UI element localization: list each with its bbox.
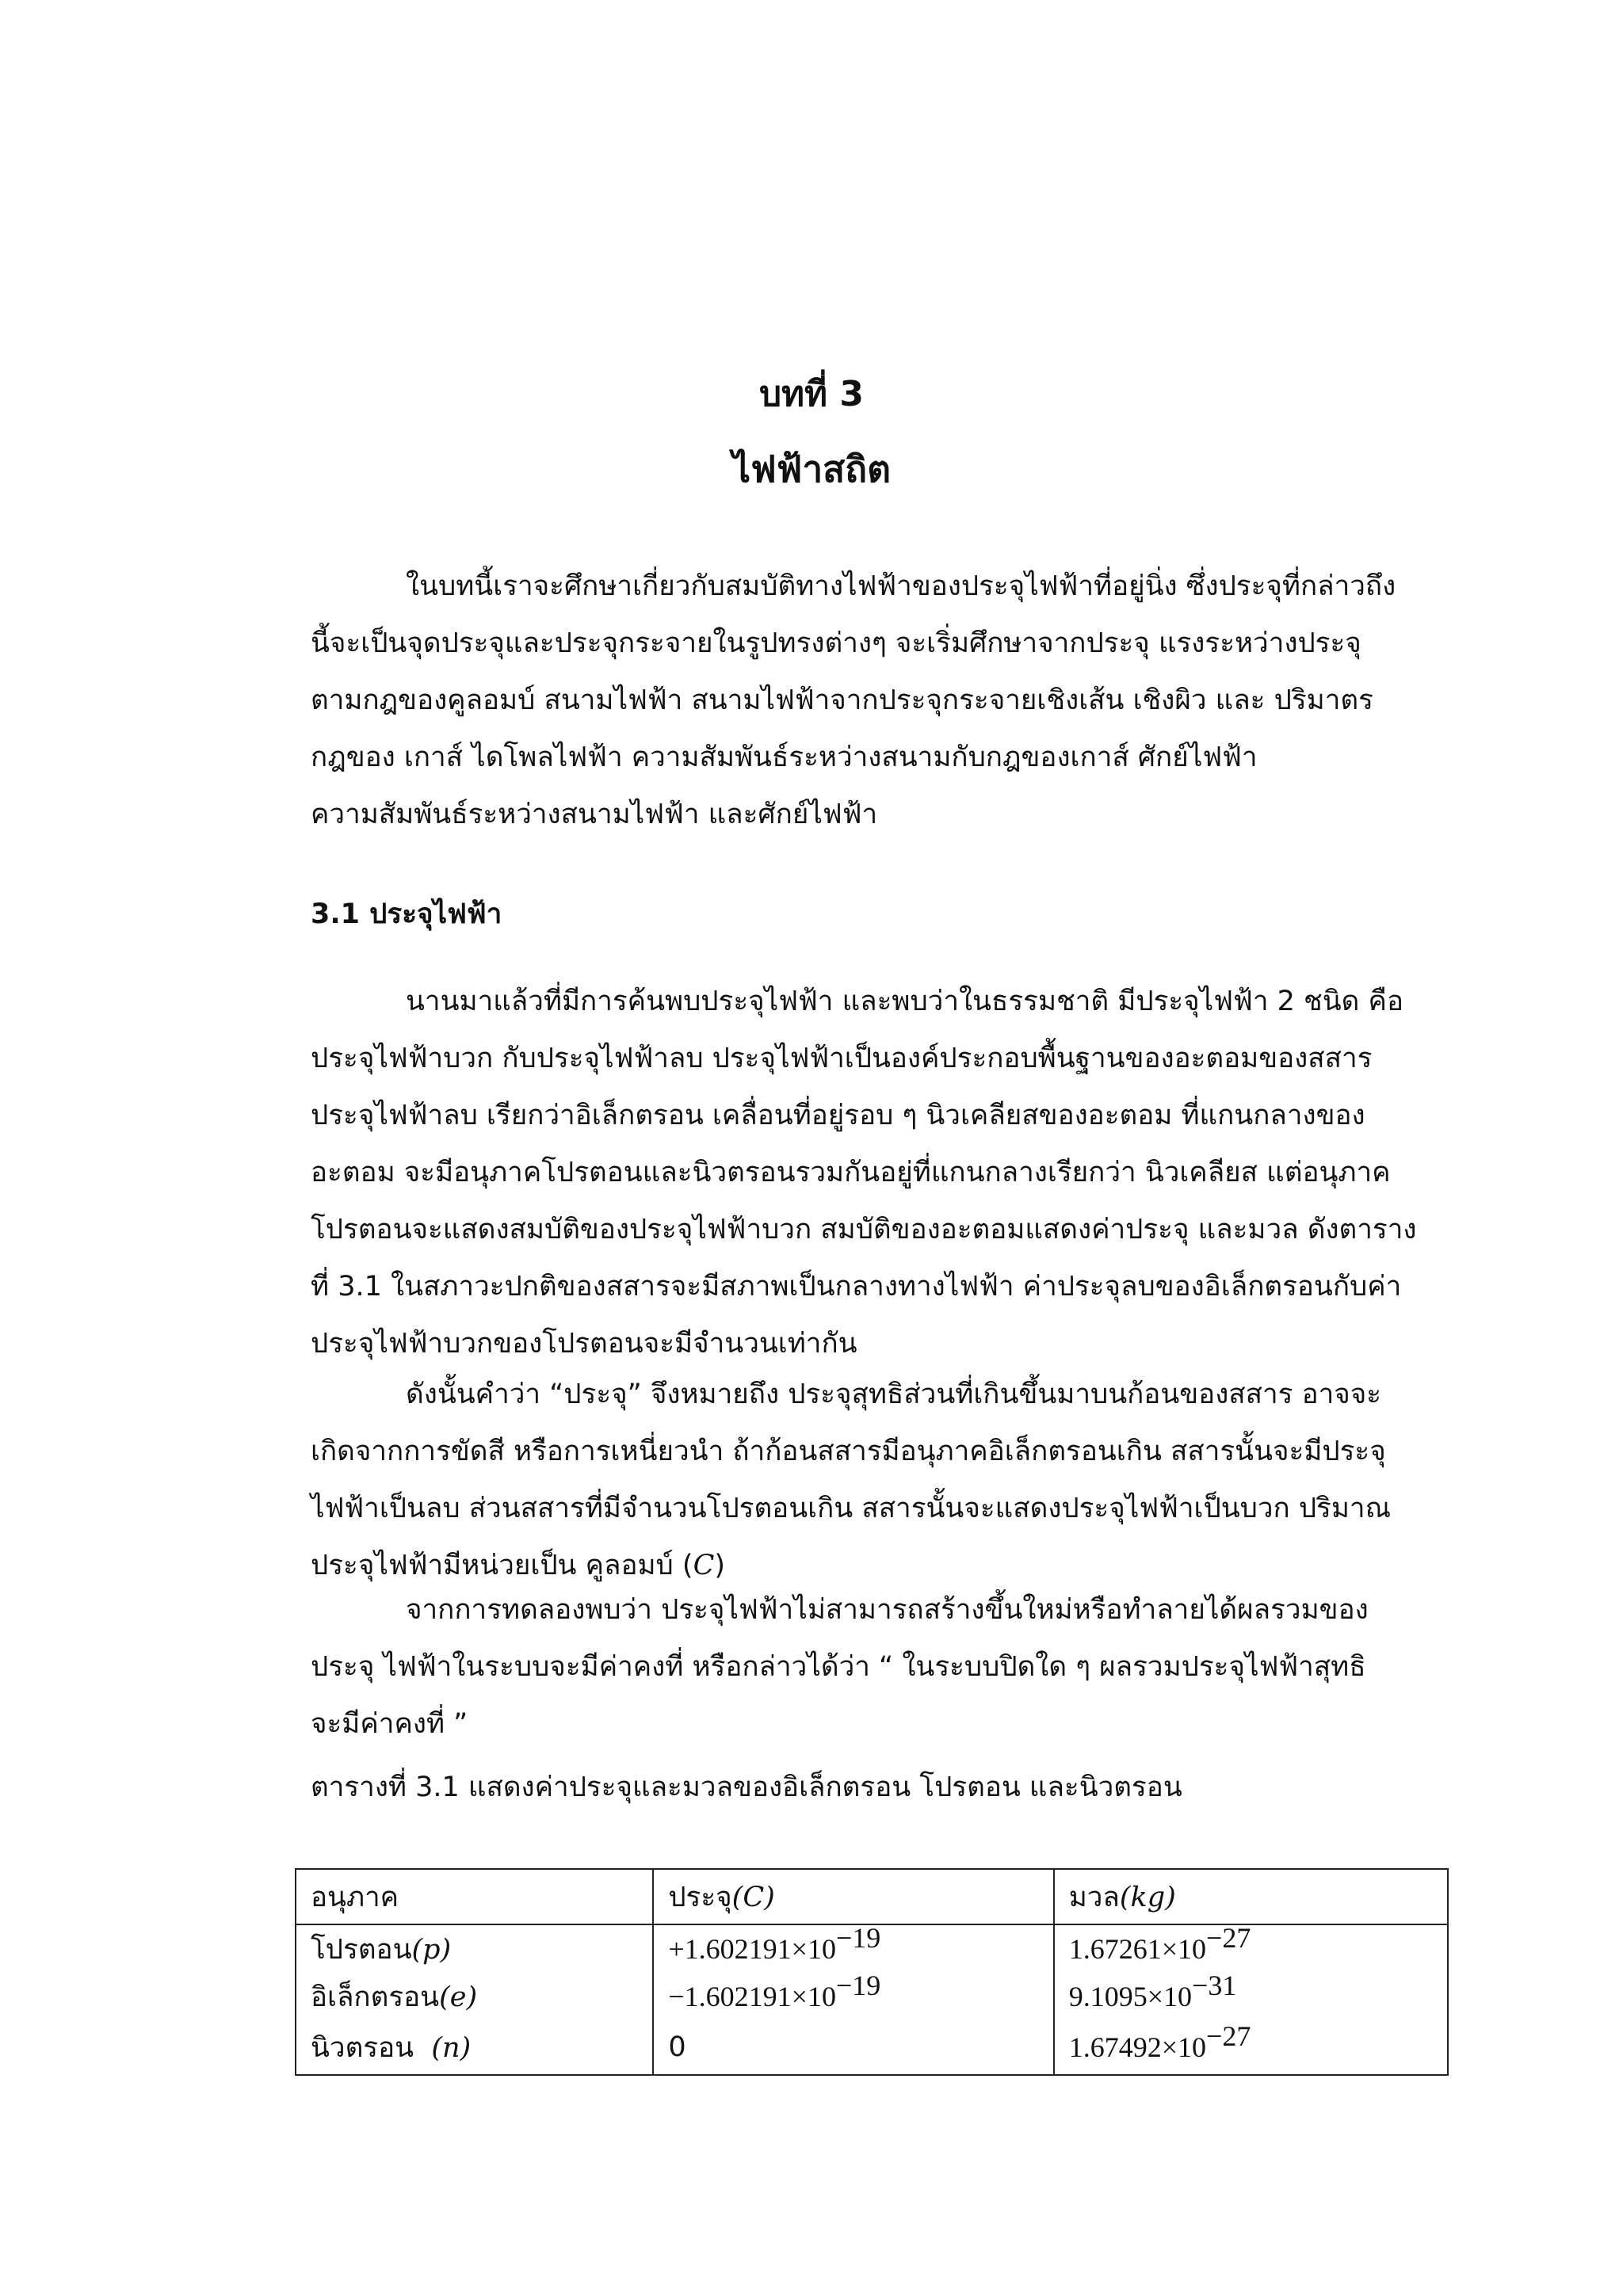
mass-cell: [1054, 1970, 1448, 2020]
particle-symbol: (n): [431, 2031, 472, 2064]
charge-exponent: −19: [835, 1970, 881, 2001]
mass-cell: [1054, 2020, 1448, 2075]
particle-name-cell: [296, 1973, 653, 2020]
charge-cell: [653, 1970, 1053, 2020]
particle-table: [295, 1868, 1449, 2076]
charge-value: +1.602191×10: [668, 1933, 836, 1965]
para1-line-2: ประจุไฟฟ้าบวก กับประจุไฟฟ้าลบ ประจุไฟฟ้าเป็นองค์ประกอบพื้นฐานของอะตอมของสสาร: [311, 1043, 1373, 1074]
charge-cell: [653, 2020, 1053, 2075]
chapter-title: ไฟฟ้าสถิต: [732, 448, 891, 490]
header-mass: [1054, 1869, 1448, 1924]
particle-name-cell: [296, 2020, 653, 2075]
para2-line-1: ดังนั้นคำว่า “ประจุ” จึงหมายถึง ประจุสุทธิส่วนที่เกินขึ้นมาบนก้อนของสสาร อาจจะ: [406, 1379, 1382, 1410]
para1-line-6: ที่ 3.1 ในสภาวะปกติของสสารจะมีสภาพเป็นกลางทางไฟฟ้า ค่าประจุลบของอิเล็กตรอนกับค่า: [311, 1271, 1402, 1302]
section-heading: 3.1 ประจุไฟฟ้า: [311, 898, 502, 930]
section-paragraph-1: [311, 973, 1436, 1372]
intro-line-3: ตามกฎของคูลอมบ์ สนามไฟฟ้า สนามไฟฟ้าจากประจุกระจายเชิงเส้น เชิงผิว และ ปริมาตร: [311, 685, 1373, 716]
charge-exponent: −19: [835, 1922, 881, 1954]
chapter-number: บทที่ 3: [759, 374, 864, 414]
particle-name: อิเล็กตรอน: [311, 1981, 440, 2013]
header-mass-label: มวล: [1068, 1881, 1120, 1913]
para3-line-1: จากการทดลองพบว่า ประจุไฟฟ้าไม่สามารถสร้างขึ้นใหม่หรือทำลายได้ผลรวมของ: [406, 1594, 1369, 1626]
coulomb-symbol: C: [693, 1550, 715, 1581]
intro-line-5: ความสัมพันธ์ระหว่างสนามไฟฟ้า และศักย์ไฟฟ้า: [311, 799, 878, 830]
intro-paragraph: [311, 558, 1436, 843]
para2-line-4-close: ): [714, 1550, 725, 1581]
particle-name: โปรตอน: [311, 1933, 412, 1966]
mass-value: 9.1095×10: [1068, 1981, 1193, 2012]
para2-line-2: เกิดจากการขัดสี หรือการเหนี่ยวนำ ถ้าก้อนสสารมีอนุภาคอิเล็กตรอนเกิน สสารนั้นจะมีประจุ: [311, 1436, 1386, 1467]
mass-value: 1.67492×10: [1068, 2031, 1207, 2063]
para1-line-5: โปรตอนจะแสดงสมบัติของประจุไฟฟ้าบวก สมบัติของอะตอมแสดงค่าประจุ และมวล ดังตาราง: [311, 1214, 1417, 1245]
charge-cell: [653, 1924, 1053, 1973]
para1-line-4: อะตอม จะมีอนุภาคโปรตอนและนิวตรอนรวมกันอยู่ที่แกนกลางเรียกว่า นิวเคลียส แต่อนุภาค: [311, 1157, 1391, 1188]
table-row-proton: [296, 1924, 1448, 1973]
charge-value: 0: [668, 2031, 686, 2063]
para3-line-3: จะมีค่าคงที่ ”: [311, 1708, 468, 1740]
mass-value: 1.67261×10: [1068, 1933, 1207, 1965]
particle-name: นิวตรอน: [311, 2031, 432, 2064]
particle-symbol: (e): [439, 1981, 478, 2013]
para1-line-1: นานมาแล้วที่มีการค้นพบประจุไฟฟ้า และพบว่าในธรรมชาติ มีประจุไฟฟ้า 2 ชนิด คือ: [406, 986, 1403, 1017]
table-row-electron: [296, 1973, 1448, 2020]
header-charge: [653, 1869, 1053, 1924]
header-mass-unit: (kg): [1119, 1881, 1176, 1913]
intro-line-4: กฎของ เกาส์ ไดโพลไฟฟ้า ความสัมพันธ์ระหว่างสนามกับกฎของเกาส์ ศักย์ไฟฟ้า: [311, 742, 1258, 773]
section-paragraph-2: [311, 1366, 1436, 1594]
charge-value: −1.602191×10: [668, 1981, 836, 2012]
intro-line-2: นี้จะเป็นจุดประจุและประจุกระจายในรูปทรงต่างๆ จะเริ่มศึกษาจากประจุ แรงระหว่างประจุ: [311, 627, 1361, 659]
header-charge-label: ประจุ: [668, 1881, 732, 1913]
mass-exponent: −27: [1206, 1922, 1251, 1954]
header-particle: อนุภาค: [296, 1869, 653, 1924]
para1-line-7: ประจุไฟฟ้าบวกของโปรตอนจะมีจำนวนเท่ากัน: [311, 1328, 857, 1360]
mass-cell: [1054, 1924, 1448, 1973]
para1-line-3: ประจุไฟฟ้าลบ เรียกว่าอิเล็กตรอน เคลื่อนที่อยู่รอบ ๆ นิวเคลียสของอะตอม ที่แกนกลางของ: [311, 1100, 1365, 1131]
table-caption: ตารางที่ 3.1 แสดงค่าประจุและมวลของอิเล็กตรอน โปรตอน และนิวตรอน: [311, 1772, 1182, 1803]
para2-line-4-text: ประจุไฟฟ้ามีหน่วยเป็น คูลอมบ์ (: [311, 1550, 693, 1581]
intro-line-1: ในบทนี้เราจะศึกษาเกี่ยวกับสมบัติทางไฟฟ้าของประจุไฟฟ้าที่อยู่นิ่ง ซึ่งประจุที่กล่าวถึง: [406, 570, 1396, 602]
table-header-row: [296, 1869, 1448, 1924]
para3-line-2: ประจุ ไฟฟ้าในระบบจะมีค่าคงที่ หรือกล่าวได้ว่า “ ในระบบปิดใด ๆ ผลรวมประจุไฟฟ้าสุทธิ: [311, 1651, 1366, 1683]
mass-exponent: −27: [1206, 2020, 1251, 2052]
particle-name-cell: [296, 1924, 653, 1973]
mass-exponent: −31: [1192, 1970, 1237, 2001]
particle-symbol: (p): [411, 1933, 452, 1966]
header-charge-unit: (C): [731, 1881, 775, 1913]
para2-line-3: ไฟฟ้าเป็นลบ ส่วนสสารที่มีจำนวนโปรตอนเกิน สสารนั้นจะแสดงประจุไฟฟ้าเป็นบวก ปริมาณ: [311, 1493, 1392, 1524]
table-row-neutron: [296, 2020, 1448, 2075]
section-paragraph-3: [311, 1581, 1436, 1753]
